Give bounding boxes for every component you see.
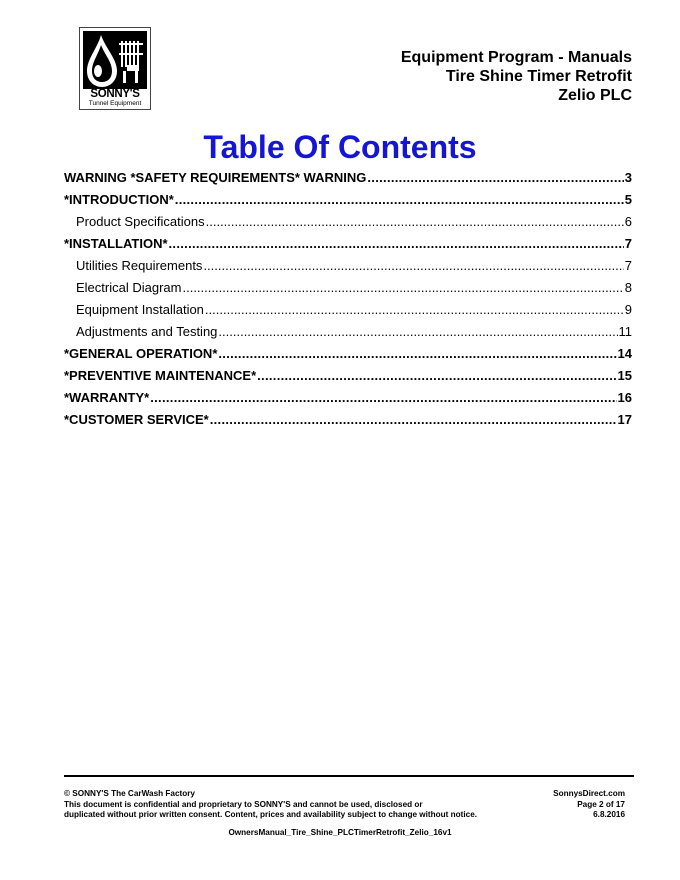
toc-leader-dots [205,299,624,321]
toc-entry-label: Product Specifications [76,214,205,229]
toc-entry[interactable] [64,233,632,255]
toc-leader-dots [367,167,623,189]
toc-entry[interactable] [64,387,632,409]
footer-copyright: © SONNY'S The CarWash Factory [64,789,195,798]
toc-leader-dots [182,277,623,299]
footer-website: SonnysDirect.com [553,789,625,798]
toc-entry-page: 6 [624,214,632,229]
toc-entry-page: 14 [617,346,632,361]
toc-entry-page: 9 [624,302,632,317]
toc-leader-dots [218,343,616,365]
footer-page-number: Page 2 of 17 [577,799,625,809]
toc-leader-dots [169,233,624,255]
document-header [401,48,632,105]
toc-leader-dots [175,189,624,211]
footer-confidential-1: This document is confidential and proprietary to SONNY'S and cannot be used, disclosed or [64,799,423,809]
toc-subentry[interactable] [64,299,632,321]
toc-entry-page: 8 [624,280,632,295]
toc-entry-label: *CUSTOMER SERVICE* [64,412,209,427]
toc-entry-page: 7 [624,236,632,251]
footer-legal [64,789,477,821]
toc-entry[interactable] [64,409,632,431]
toc-subentry[interactable] [64,277,632,299]
toc-subentry[interactable] [64,321,632,343]
footer-confidential-2: duplicated without prior written consent. Content, prices and availability subject to change without notice. [64,810,478,819]
footer-meta [553,789,625,821]
toc-leader-dots [210,409,617,431]
toc-entry[interactable] [64,189,632,211]
toc-entry[interactable] [64,343,632,365]
toc-subentry[interactable] [64,211,632,233]
header-line-3: Zelio PLC [558,87,632,104]
table-of-contents [64,167,632,431]
toc-entry-page: 3 [624,170,632,185]
header-line-2: Tire Shine Timer Retrofit [445,68,632,85]
toc-entry-page: 17 [617,412,632,427]
toc-leader-dots [257,365,616,387]
water-drop-icon [83,31,147,89]
toc-leader-dots [150,387,616,409]
footer-divider [64,775,634,777]
toc-entry-label: *PREVENTIVE MAINTENANCE* [64,368,257,383]
toc-entry-page: 7 [624,258,632,273]
toc-entry[interactable] [64,365,632,387]
toc-entry-page: 5 [624,192,632,207]
toc-title: Table Of Contents [203,129,477,165]
footer-filename: OwnersManual_Tire_Shine_PLCTimerRetrofit_Zelio_16v1 [228,828,452,837]
footer-date: 6.8.2016 [593,810,625,819]
toc-entry-label: *WARRANTY* [64,390,150,405]
toc-entry-label: Utilities Requirements [76,258,203,273]
toc-leader-dots [218,321,617,343]
toc-entry-label: *INSTALLATION* [64,236,168,251]
toc-entry-page: 11 [618,324,632,339]
toc-subentry[interactable] [64,255,632,277]
logo-tagline: Tunnel Equipment [88,100,142,107]
toc-leader-dots [203,255,623,277]
toc-entry-label: Equipment Installation [76,302,204,317]
toc-entry-label: Adjustments and Testing [76,324,218,339]
company-logo [79,27,151,110]
logo-wordmark: SONNY'S [90,88,140,100]
toc-entry-label: *GENERAL OPERATION* [64,346,218,361]
toc-leader-dots [206,211,624,233]
toc-entry-label: *INTRODUCTION* [64,192,174,207]
toc-entry[interactable] [64,167,632,189]
toc-entry-page: 16 [617,390,632,405]
header-line-1: Equipment Program - Manuals [400,49,632,66]
toc-entry-label: WARNING *SAFETY REQUIREMENTS* WARNING [64,170,367,185]
toc-entry-page: 15 [617,368,632,383]
toc-entry-label: Electrical Diagram [76,280,182,295]
logo-emblem [83,31,147,89]
